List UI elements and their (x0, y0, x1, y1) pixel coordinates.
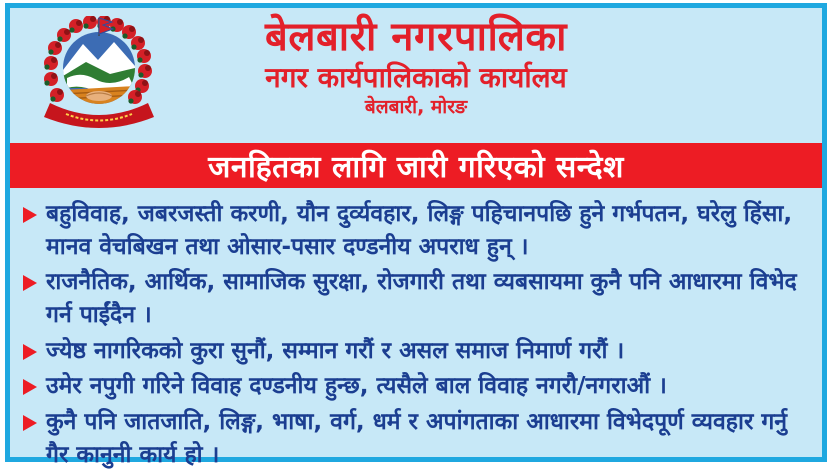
message-text: राजनैतिक, आर्थिक, सामाजिक सुरक्षा, रोजगारी तथा व्यबसायमा कुनै पनि आधारमा विभेद गर्न पाईंदैन । (46, 269, 797, 328)
header (10, 8, 822, 136)
bullet-triangle-icon (23, 275, 37, 291)
bullet-triangle-icon (23, 379, 37, 395)
message-text: ज्येष्ठ नागरिकको कुरा सुनौं, सम्मान गरौं र असल समाज निमार्ण गरौं । (46, 337, 625, 364)
message-list (10, 188, 822, 471)
location-line: बेलबारी, मोरङ (364, 95, 468, 118)
municipality-name: बेलबारी नगरपालिका (264, 14, 568, 60)
nepal-government-emblem-icon (36, 16, 162, 130)
message-text: बहुविवाह, जबरजस्ती करणी, यौन दुर्व्यवहार, लिङ्ग पहिचानपछि हुने गर्भपतन, घरेलु हिंसा, मानव वेचबिखन तथा ओसार-पसार दण्डनीय अपराध हुन् । (46, 201, 793, 260)
office-name: नगर कार्यपालिकाको कार्यालय (265, 61, 567, 94)
bullet-triangle-icon (23, 344, 37, 360)
bullet-triangle-icon (23, 415, 37, 431)
list-item (23, 266, 806, 331)
list-item (23, 406, 806, 471)
notice-panel (5, 3, 827, 468)
list-item (23, 370, 806, 403)
list-item (23, 198, 806, 263)
notice-title: जनहितका लागि जारी गरिएको सन्देश (208, 150, 624, 185)
message-text: कुनै पनि जातजाति, लिङ्ग, भाषा, वर्ग, धर्म र अपांगताका आधारमा विभेदपूर्ण व्यवहार गर्नु गैर कानुनी कार्य हो । (46, 408, 788, 468)
notice-title-banner (10, 143, 822, 188)
message-text: उमेर नपुगी गरिने विवाह दण्डनीय हुन्छ, त्यसैले बाल विवाह नगरौ/नगराऔं । (46, 373, 667, 400)
bullet-triangle-icon (23, 207, 37, 223)
list-item (23, 335, 806, 368)
